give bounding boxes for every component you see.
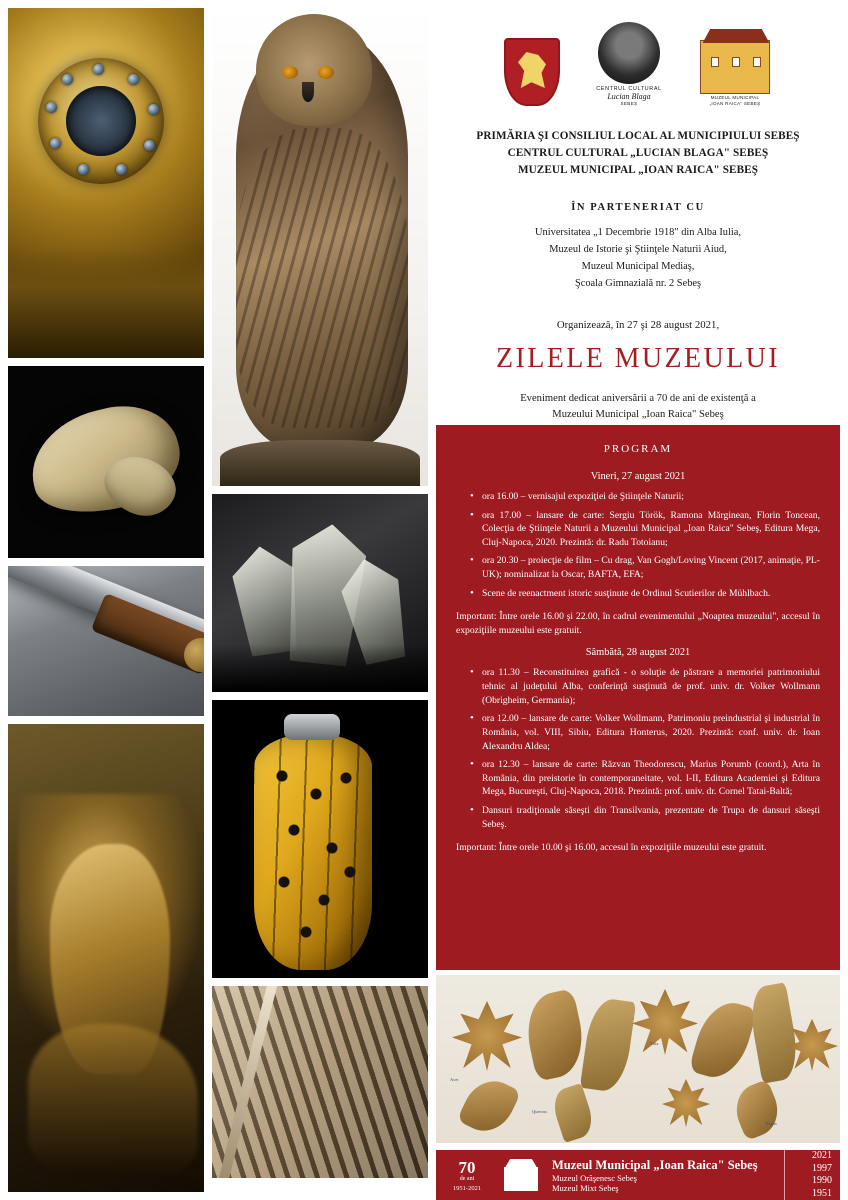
owl-eye-left: [282, 66, 298, 79]
partner-item: Universitatea „1 Decembrie 1918" din Alba Iulia,: [535, 227, 741, 239]
footer-name-sub2: Muzeul Mixt Sebeş: [552, 1182, 619, 1193]
photo-herbarium-sheet: [436, 975, 840, 1145]
subtitle-block: [436, 391, 840, 424]
organizer-line: PRIMĂRIA ŞI CONSILIUL LOCAL AL MUNICIPIULUI SEBEŞ: [476, 130, 800, 142]
image-column-center: [212, 8, 428, 1178]
partners-list: [436, 225, 840, 292]
photo-painted-powder-horn: [212, 700, 428, 978]
clock-base: [8, 248, 204, 358]
badge-de-ani: de ani: [459, 1175, 475, 1182]
subtitle-line: Muzeului Municipal „Ioan Raica" Sebeş: [552, 409, 724, 421]
owl-plumage-pattern: [236, 128, 408, 428]
owl-eye-right: [318, 66, 334, 79]
horn-metal-cap: [284, 714, 340, 740]
footer-year: 1951: [812, 1187, 832, 1199]
program-item: • ora 12.00 – lansare de carte: Volker Wollmann, Patrimoniu preindustrial şi industrial în România, vol. VIII, Sibiu, Editura Honterus, 2020. Prezintă: conf. univ. dr. Ioan Alexandru Aldea;: [470, 712, 820, 753]
herbarium-label: Fagus: [766, 1121, 777, 1126]
program-note: Important: Între orele 10.00 şi 16.00, accesul în expoziţiile muzeului este gratuit.: [456, 842, 767, 854]
program-panel: [436, 425, 840, 970]
footer-year-list: [784, 1150, 840, 1200]
photo-bone-artifact: [8, 366, 204, 558]
program-item: • Dansuri tradiţionale săseşti din Transilvania, prezentate de Trupa de dansuri săseşti Sebeş.: [470, 804, 820, 831]
museum-logo-line2: „IOAN RAICA" SEBEȘ: [709, 101, 761, 106]
program-item: • ora 16.00 – vernisajul expoziţiei de Ştiinţele Naturii;: [470, 490, 820, 504]
museum-logo-line1: MUZEUL MUNICIPAL: [710, 95, 760, 100]
crystal-shadow: [212, 644, 428, 692]
horn-dot-ornament: [254, 760, 372, 960]
footer-year: 1997: [812, 1162, 832, 1174]
herbarium-leaf: [520, 988, 590, 1081]
logo-centrul-cultural: [586, 22, 672, 106]
page-title: ZILELE MUZEULUI: [495, 342, 781, 374]
partner-item: Muzeul Municipal Mediaş,: [581, 261, 695, 273]
program-day-2-items: [470, 666, 820, 831]
herbarium-leaf: [580, 996, 636, 1093]
footer-year: 1990: [812, 1175, 832, 1186]
owl-perch: [220, 440, 420, 486]
badge-years: 1951-2021: [452, 1184, 482, 1192]
program-heading: PROGRAM: [603, 443, 673, 455]
organizes-line: Organizează, în 27 şi 28 august 2021,: [556, 318, 720, 331]
museum-window: [711, 57, 719, 67]
photo-quartz-crystals: [212, 494, 428, 692]
herbarium-leaf: [662, 1079, 710, 1127]
program-day-label: Sâmbătă, 28 august 2021: [585, 647, 691, 659]
photo-gilded-clock: [8, 8, 204, 358]
badge-number: 70: [458, 1157, 476, 1177]
program-item: • ora 17.00 – lansare de carte: Sergiu Török, Ramona Mărginean, Florin Toncean, Colecţia de Ştiinţele Naturii a Muzeului Municipal „Ioan Raica" Sebeş, Editura Mega, Cluj-Napoca, 2020. Prezintă: dr. Radu Totoianu;: [470, 509, 820, 550]
subtitle-line: Eveniment dedicat aniversării a 70 de ani de existenţă a: [520, 392, 756, 404]
museum-building-icon-footer: [498, 1157, 544, 1193]
herbarium-leaf: [456, 1072, 521, 1141]
organizer-line: CENTRUL CULTURAL „LUCIAN BLAGA" SEBEŞ: [507, 146, 769, 159]
program-day-1-items: [470, 490, 820, 600]
owl-beak: [302, 82, 314, 102]
herbarium-leaf: [549, 1083, 597, 1143]
coat-of-arms-icon: [504, 38, 560, 106]
program-item: • ora 12.30 – lansare de carte: Răzvan Theodorescu, Marius Porumb (coord.), Arta în România, din preistorie în contemporaneitate, vol. I-II, Editura Academiei şi Editura Mega, Bucureşti, Cluj-Napoca, 2018. Prezintă: prof. univ. dr. Cornel Tatai-Baltă;: [470, 758, 820, 799]
herbarium-leaf: [728, 1079, 786, 1141]
photo-oil-painting: [8, 724, 204, 1192]
cultural-center-line3: SEBEȘ: [620, 101, 638, 106]
herbarium-label: Tilia: [650, 1041, 659, 1046]
partner-item: Muzeul de Istorie şi Ştiinţele Naturii Aiud,: [549, 244, 727, 256]
logo-row: [436, 22, 840, 106]
footer-house-body: [504, 1167, 538, 1191]
partner-item: Şcoala Gimnazială nr. 2 Sebeş: [574, 277, 702, 289]
photo-dagger: [8, 566, 204, 716]
program-day-label: Vineri, 27 august 2021: [590, 471, 686, 482]
clock-dial-decor: [38, 58, 164, 184]
herbarium-label: Quercus: [532, 1109, 547, 1114]
footer-name-main: Muzeul Municipal „Ioan Raica" Sebeş: [552, 1157, 758, 1172]
anniversary-badge: [436, 1159, 498, 1192]
herbarium-leaf: [746, 982, 802, 1083]
organizers-block: [436, 128, 840, 178]
footer-museum-names: [544, 1158, 784, 1193]
cultural-center-line2: Lucian Blaga: [607, 92, 651, 101]
owl-head: [256, 14, 372, 126]
footer-name-sub1: Muzeul Orăşenesc Sebeş: [552, 1172, 637, 1183]
footer-year: 2021: [812, 1150, 832, 1161]
museum-building-icon: [700, 40, 770, 94]
herbarium-leaf: [632, 989, 698, 1055]
organizer-line: MUZEUL MUNICIPAL „IOAN RAICA" SEBEŞ: [517, 163, 759, 176]
museum-window: [753, 57, 761, 67]
footer-divider: [436, 1143, 840, 1145]
program-note: Important: Între orele 16.00 şi 22.00, în cadrul evenimentului „Noaptea muzeului", accesul în expoziţiile muzeului este gratuit.: [456, 611, 820, 636]
cultural-center-line1: CENTRUL CULTURAL: [596, 86, 662, 92]
painting-foreground: [28, 1024, 198, 1174]
content-column-right: [436, 8, 840, 424]
program-item: • ora 11.30 – Reconstituirea grafică - o soluţie de păstrare a memoriei patrimoniului tehnic al judeţului Alba, conferinţă susţinută de prof. univ. dr. Volker Wollmann (Obrigheim, Germania);: [470, 666, 820, 707]
program-item: • Scene de reenactment istoric susţinute de Ordinul Scutierilor de Mühlbach.: [470, 587, 820, 601]
footer-bar: [436, 1150, 840, 1200]
herbarium-label: Acer: [450, 1077, 459, 1082]
partnership-heading: ÎN PARTENERIAT CU: [571, 202, 705, 214]
museum-window: [732, 57, 740, 67]
lucian-blaga-portrait-icon: [598, 22, 660, 84]
program-item: • ora 20.30 – proiecţie de film – Cu drag, Van Gogh/Loving Vincent (2017, animaţie, PL-UK); nominalizat la Oscar, BAFTA, EFA;: [470, 554, 820, 581]
herbarium-leaf: [452, 1001, 522, 1071]
photo-owl: [212, 8, 428, 486]
herbarium-leaf: [688, 996, 758, 1085]
museum-roof: [698, 29, 774, 43]
logo-muzeul-municipal: [698, 40, 772, 106]
photo-feather-macro: [212, 986, 428, 1178]
image-column-left: [8, 8, 204, 1192]
